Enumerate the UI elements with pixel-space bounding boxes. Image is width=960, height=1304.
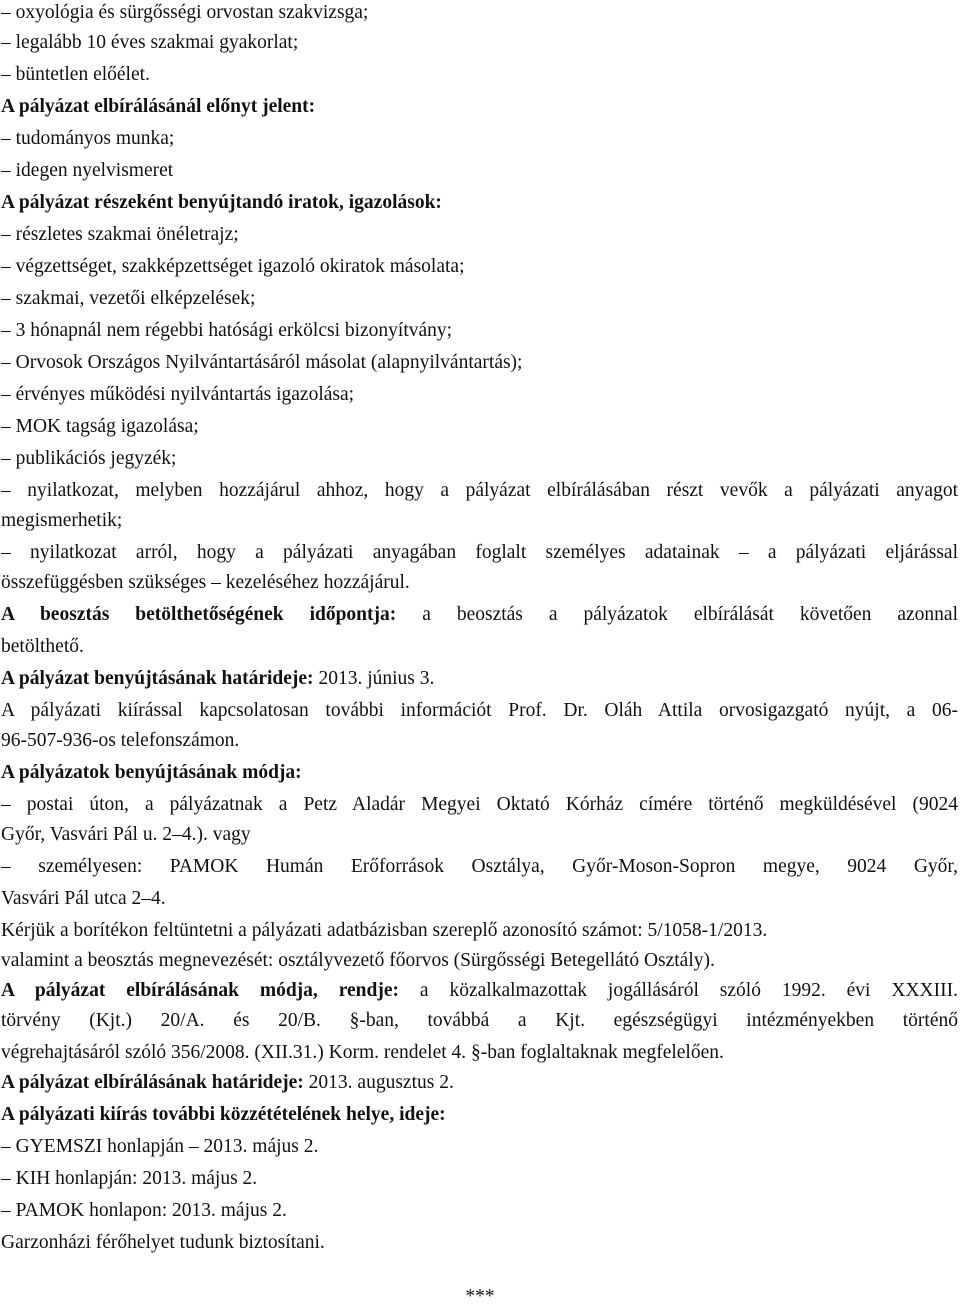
- text-line: [1, 948, 958, 974]
- text-line: [1, 318, 958, 344]
- text-segment: 2013. augusztus 2.: [303, 1072, 454, 1093]
- text-line: [1, 190, 958, 216]
- text-line: [1, 760, 958, 786]
- text-line: [1, 1070, 958, 1096]
- text-segment: valamint a beosztás megnevezését: osztályvezető főorvos (Sürgősségi Betegellátó Osztály).: [1, 950, 715, 971]
- text-line: [1, 478, 958, 504]
- text-line: [1, 698, 958, 724]
- bold-label: A pályázat benyújtásának határideje:: [1, 668, 314, 689]
- text-line: [1, 508, 958, 534]
- bold-label: A pályázat elbírálásának módja, rendje:: [1, 980, 399, 1001]
- text-line: [1, 1166, 958, 1192]
- text-line: [1, 158, 958, 184]
- text-segment: Vasvári Pál utca 2–4.: [1, 888, 166, 909]
- text-segment: – GYEMSZI honlapján – 2013. május 2.: [1, 1136, 319, 1157]
- text-segment: – tudományos munka;: [1, 128, 175, 149]
- text-segment: – nyilatkozat, melyben hozzájárul ahhoz, hogy a pályázat elbírálásában részt vevők a pályázati anyagot: [1, 480, 958, 501]
- bold-label: A pályázatok benyújtásának módja:: [1, 762, 302, 783]
- text-segment: – nyilatkozat arról, hogy a pályázati anyagában foglalt személyes adatainak – a pályázati eljárással: [1, 542, 958, 563]
- text-line: [1, 728, 958, 754]
- text-segment: 96-507-936-os telefonszámon.: [1, 730, 240, 751]
- text-segment: – 3 hónapnál nem régebbi hatósági erkölcsi bizonyítvány;: [1, 320, 453, 341]
- bold-label: A pályázat elbírálásának határideje:: [1, 1072, 304, 1093]
- text-segment: – érvényes működési nyilvántartás igazolása;: [1, 384, 355, 405]
- text-segment: – személyesen: PAMOK Humán Erőforrások Osztálya, Győr-Moson-Sopron megye, 9024 Győr,: [1, 856, 958, 877]
- text-line: [1, 886, 958, 912]
- text-line: [1, 1134, 958, 1160]
- text-line: [1, 540, 958, 566]
- text-segment: – postai úton, a pályázatnak a Petz Aladár Megyei Oktató Kórház címére történő megküldésével (9024: [1, 794, 958, 815]
- text-segment: – publikációs jegyzék;: [1, 448, 177, 469]
- bold-label: A pályázat részeként benyújtandó iratok, igazolások:: [1, 192, 442, 213]
- text-line: [1, 94, 958, 120]
- text-line: [1, 1230, 958, 1256]
- text-line: [1, 666, 958, 692]
- text-line: [1, 222, 958, 248]
- text-line: [1, 854, 958, 880]
- text-line: [1, 978, 958, 1004]
- text-segment: – Orvosok Országos Nyilvántartásáról másolat (alapnyilvántartás);: [1, 352, 523, 373]
- text-segment: – részletes szakmai önéletrajz;: [1, 224, 239, 245]
- text-segment: – MOK tagság igazolása;: [1, 416, 199, 437]
- text-line: [1, 1008, 958, 1034]
- text-line: [1, 1198, 958, 1224]
- text-segment: A pályázati kiírással kapcsolatosan további információt Prof. Dr. Oláh Attila orvosigazgató nyújt, a 06-: [1, 700, 958, 721]
- text-segment: betölthető.: [1, 636, 84, 657]
- text-segment: Garzonházi férőhelyet tudunk biztosítani.: [1, 1232, 325, 1253]
- text-segment: törvény (Kjt.) 20/A. és 20/B. §-ban, továbbá a Kjt. egészségügyi intézményekben történő: [1, 1010, 958, 1031]
- text-line: [1, 634, 958, 660]
- bold-label: A beosztás betölthetőségének időpontja:: [1, 604, 397, 625]
- text-segment: 2013. június 3.: [313, 668, 435, 689]
- text-line: [1, 792, 958, 818]
- text-segment: – végzettséget, szakképzettséget igazoló okiratok másolata;: [1, 256, 465, 277]
- text-segment: – PAMOK honlapon: 2013. május 2.: [1, 1200, 287, 1221]
- text-segment: Kérjük a borítékon feltüntetni a pályázati adatbázisban szereplő azonosító számot: 5/1058-1/2013.: [1, 920, 768, 941]
- text-segment: – KIH honlapján: 2013. május 2.: [1, 1168, 258, 1189]
- text-line: [1, 62, 958, 88]
- bold-label: A pályázati kiírás további közzétételének helye, ideje:: [1, 1104, 446, 1125]
- text-line: [1, 350, 958, 376]
- bold-label: A pályázat elbírálásánál előnyt jelent:: [1, 96, 316, 117]
- text-line: [1, 602, 958, 628]
- text-line: [1, 286, 958, 312]
- text-line: [1, 126, 958, 152]
- text-line: [1, 822, 958, 848]
- text-segment: – szakmai, vezetői elképzelések;: [1, 288, 256, 309]
- text-segment: – büntetlen előélet.: [1, 64, 150, 85]
- text-segment: – idegen nyelvismeret: [1, 160, 174, 181]
- text-line: [1, 30, 958, 56]
- text-segment: – legalább 10 éves szakmai gyakorlat;: [1, 32, 299, 53]
- text-line: [1, 382, 958, 408]
- text-line: [1, 1102, 958, 1128]
- text-segment: Győr, Vasvári Pál u. 2–4.). vagy: [1, 824, 251, 845]
- text-line: [1, 1040, 958, 1066]
- text-line: [1, 0, 958, 26]
- text-line: [1, 918, 958, 944]
- text-line: [1, 414, 958, 440]
- text-segment: – oxyológia és sürgősségi orvostan szakvizsga;: [1, 2, 369, 23]
- text-line: [1, 446, 958, 472]
- text-line: [1, 254, 958, 280]
- text-segment: a közalkalmazottak jogállásáról szóló 1992. évi XXXIII.: [399, 980, 958, 1001]
- text-segment: összefüggésben szükséges – kezeléséhez hozzájárul.: [1, 572, 410, 593]
- text-line: [1, 570, 958, 596]
- text-segment: a beosztás a pályázatok elbírálását követően azonnal: [396, 604, 958, 625]
- section-separator: ***: [465, 1286, 495, 1304]
- text-segment: megismerhetik;: [1, 510, 123, 531]
- text-segment: végrehajtásáról szóló 356/2008. (XII.31.) Korm. rendelet 4. §-ban foglaltaknak megfelelően.: [1, 1042, 724, 1063]
